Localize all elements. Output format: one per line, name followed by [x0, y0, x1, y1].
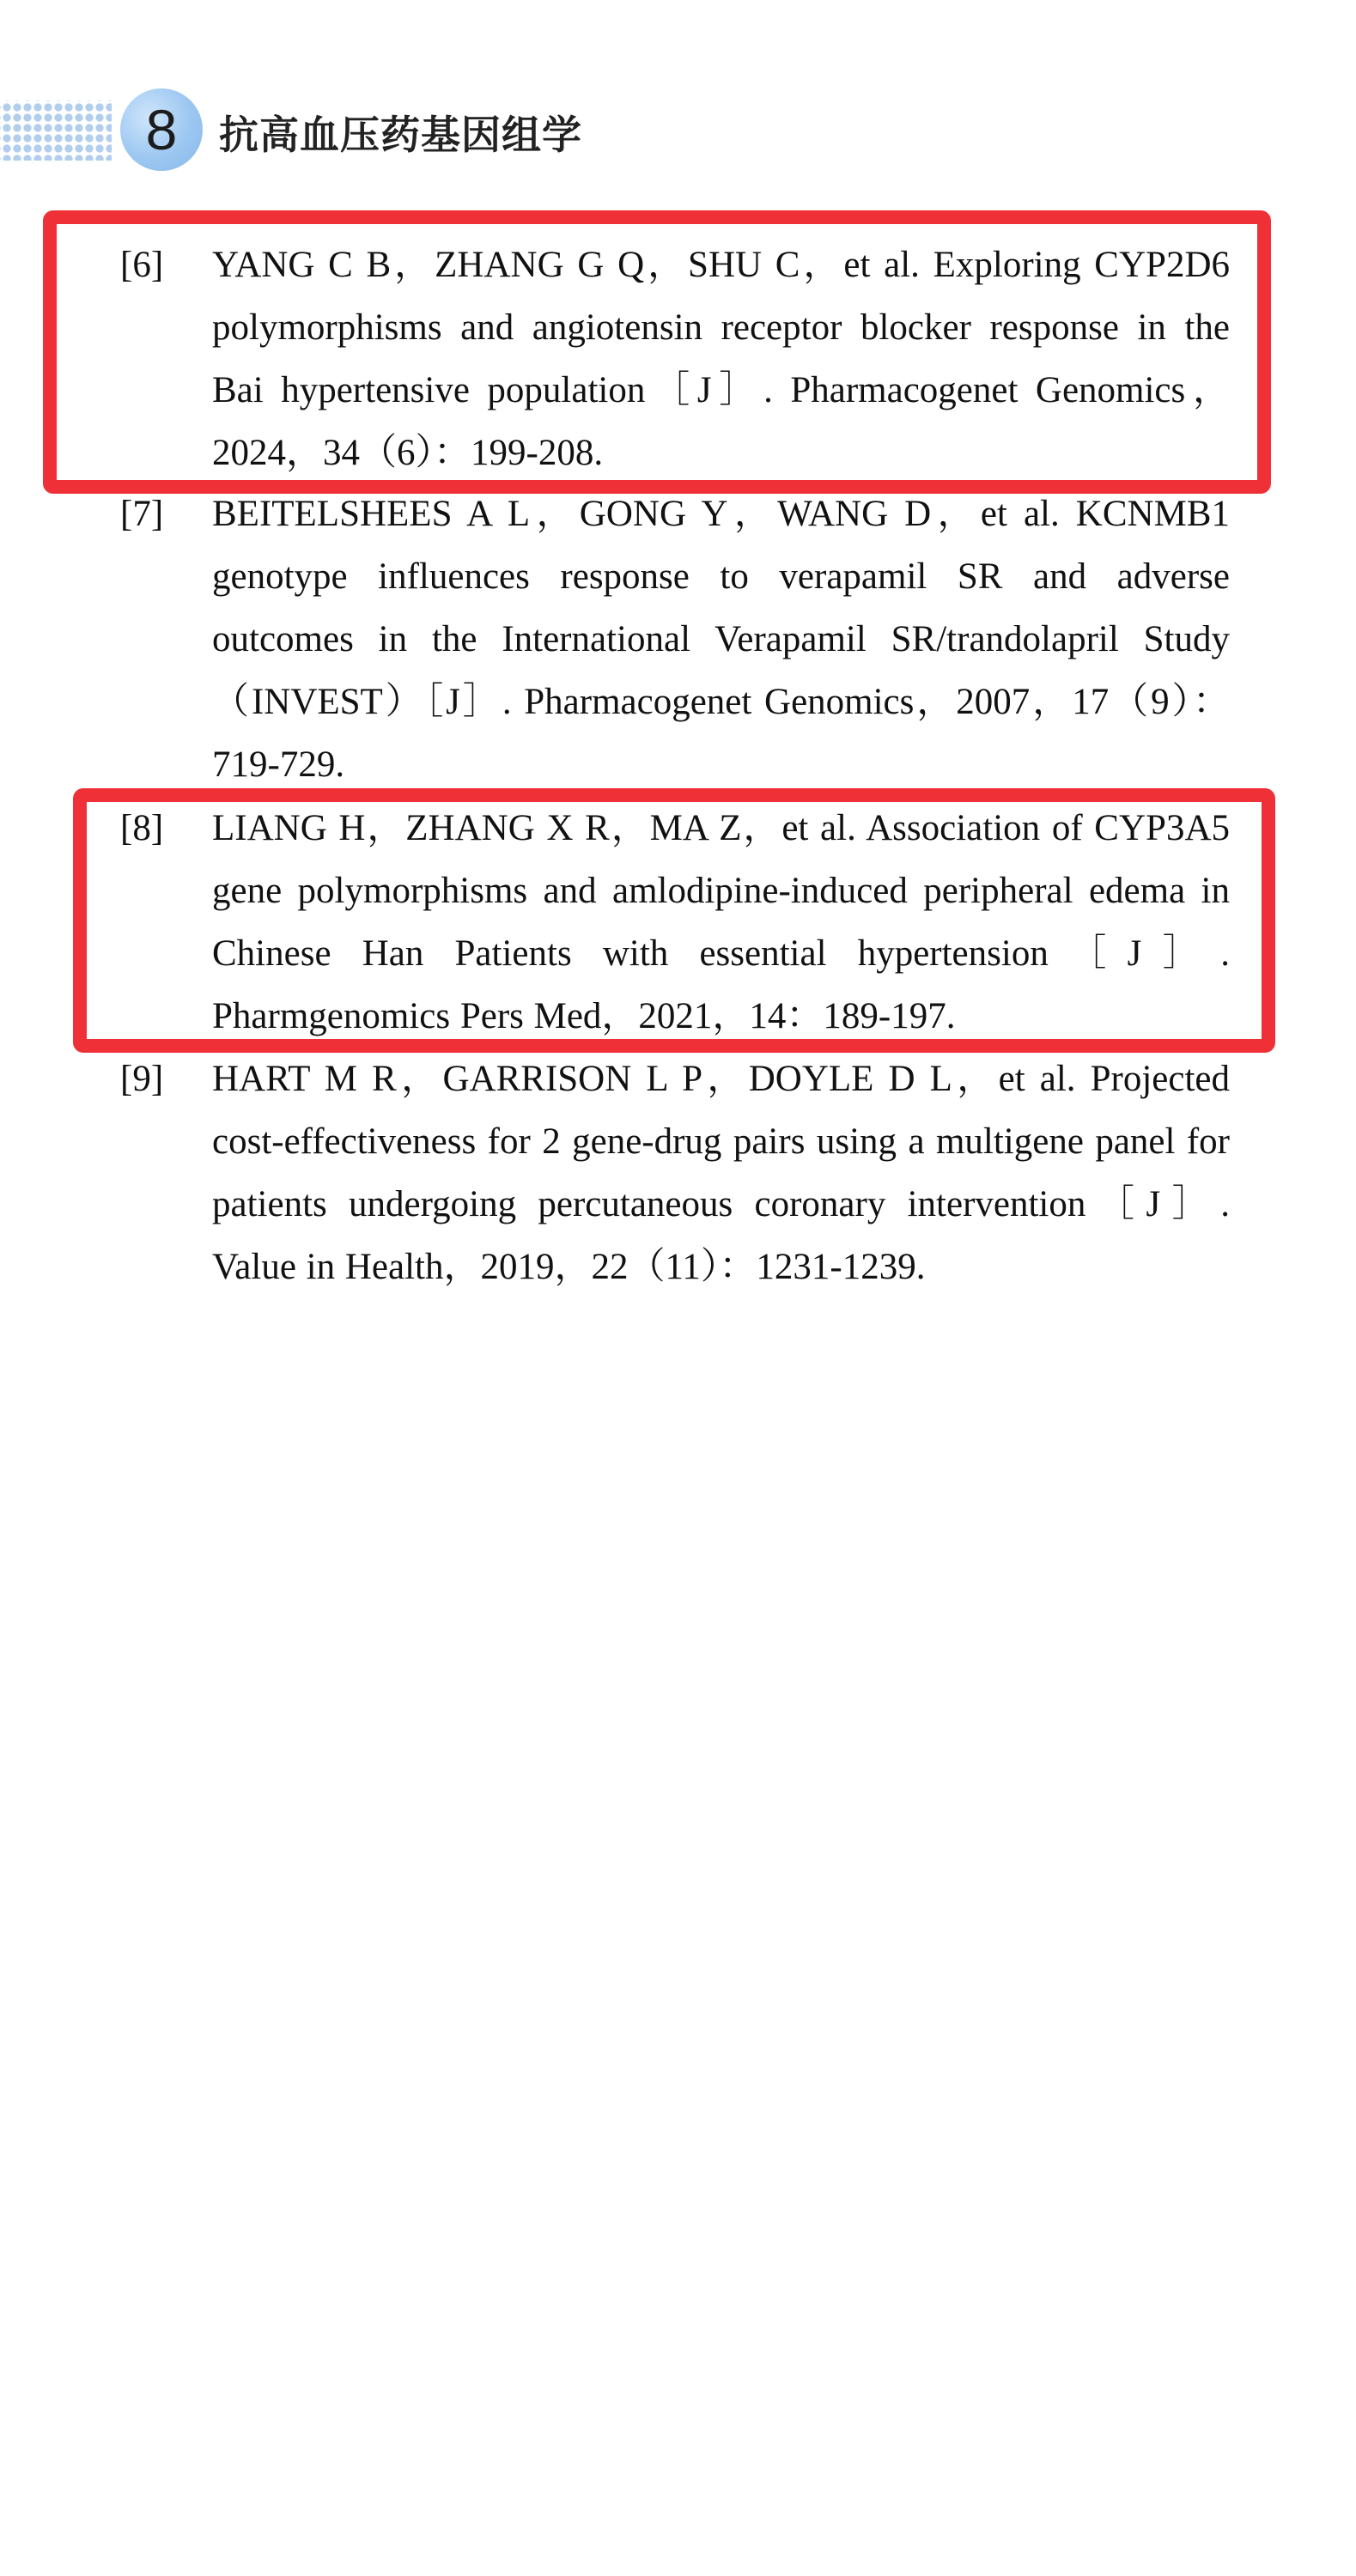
- chapter-number: 8: [145, 98, 178, 161]
- reference-number: [7]: [120, 494, 164, 534]
- reference-text: YANG C B，ZHANG G Q，SHU C，et al. Exploring CYP2D6 polymorphisms and angiotensin receptor blocker response in the Bai hypertensive population［J］. Pharmacogenet Genomics，2024，34（6）：199-208.: [212, 245, 1230, 473]
- reference-text: BEITELSHEES A L，GONG Y，WANG D，et al. KCNMB1 genotype influences response to verapamil SR and adverse outcomes in the International Verapamil SR/trandolapril Study（INVEST）［J］. Pharmacogenet Genomics，2007，17（9）：719-729.: [212, 494, 1230, 785]
- reference-text: LIANG H，ZHANG X R，MA Z，et al. Association of CYP3A5 gene polymorphisms and amlodipine-induced peripheral edema in Chinese Han Patients with essential hypertension［J］. Pharmgenomics Pers Med，2021，14：189-197.: [212, 808, 1230, 1036]
- reference-number: [6]: [120, 245, 164, 285]
- reference-text: HART M R，GARRISON L P，DOYLE D L，et al. Projected cost-effectiveness for 2 gene-drug pairs using a multigene panel for patients undergoing percutaneous coronary intervention［J］. Value in Health，2019，22（11）：1231-1239.: [212, 1059, 1230, 1287]
- reference-number: [9]: [120, 1059, 164, 1099]
- chapter-title: 抗高血压药基因组学: [219, 112, 582, 158]
- chapter-number-badge: [120, 88, 203, 171]
- dot-pattern-decoration: [0, 100, 112, 161]
- reference-number: [8]: [120, 808, 164, 848]
- chapter-header: [0, 82, 773, 180]
